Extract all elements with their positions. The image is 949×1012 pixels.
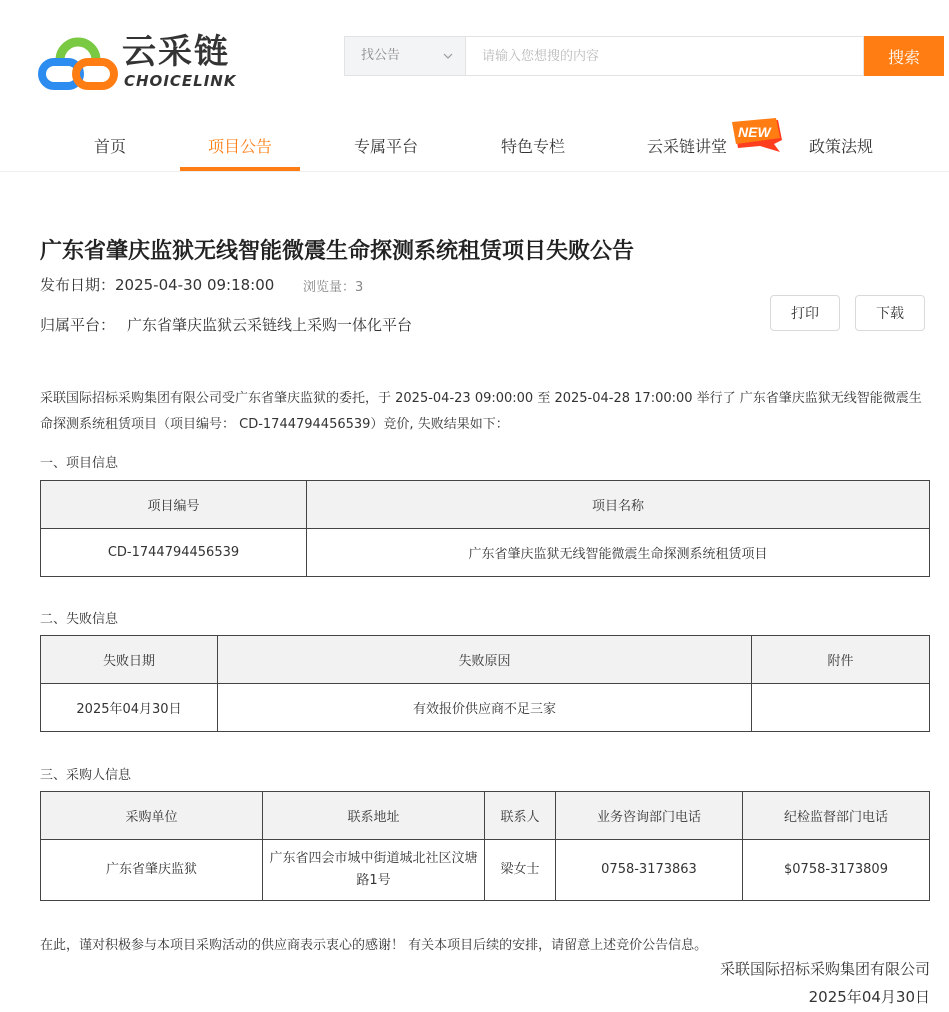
nav-item-project-notices[interactable]: 项目公告 [208,137,273,156]
table-header: 纪检监督部门电话 [743,792,930,840]
platform-name: 广东省肇庆监狱云采链线上采购一体化平台 [127,316,413,334]
chevron-down-icon [443,51,453,61]
section-failure-info-heading: 二、失败信息 [40,612,119,627]
table-cell: 广东省四会市城中街道城北社区汶塘路1号 [263,840,485,901]
failure-info-table [40,635,930,732]
table-header: 业务咨询部门电话 [556,792,743,840]
table-header-row [41,481,930,529]
purchaser-info-table [40,791,930,901]
print-button[interactable]: 打印 [770,295,840,331]
search-button[interactable]: 搜索 [864,36,944,76]
table-header: 项目名称 [307,481,930,529]
nav-item-featured-column[interactable]: 特色专栏 [501,137,566,156]
nav-item-exclusive-platform[interactable]: 专属平台 [354,137,419,156]
search-category-label: 找公告 [361,48,401,63]
table-header: 附件 [752,636,930,684]
table-row [41,529,930,577]
platform-info [40,314,412,335]
download-button[interactable]: 下载 [855,295,925,331]
main-nav [0,120,949,172]
new-badge-icon [730,118,784,154]
nav-active-underline [180,167,300,171]
table-header: 联系地址 [263,792,485,840]
table-header: 项目编号 [41,481,307,529]
table-cell: 梁女士 [485,840,556,901]
table-cell: CD-1744794456539 [41,529,307,577]
view-count: 浏览量：3 [303,280,364,295]
table-cell: 有效报价供应商不足三家 [218,684,752,732]
project-info-table [40,480,930,577]
table-row [41,684,930,732]
search-category-select[interactable] [344,36,465,76]
table-header: 失败日期 [41,636,218,684]
section-purchaser-info-heading: 三、采购人信息 [40,768,132,783]
table-header: 联系人 [485,792,556,840]
nav-item-home[interactable]: 首页 [94,137,127,156]
nav-item-lecture-hall[interactable]: 云采链讲堂 [647,137,728,156]
table-header: 采购单位 [41,792,263,840]
search-bar [344,36,944,76]
search-input[interactable] [465,36,864,76]
new-badge-label: NEW [738,124,771,140]
attachment-cell [752,684,930,732]
table-cell: 广东省肇庆监狱无线智能微震生命探测系统租赁项目 [307,529,930,577]
table-cell: 2025年04月30日 [41,684,218,732]
intro-paragraph: 采联国际招标采购集团有限公司受广东省肇庆监狱的委托，于 2025-04-23 09:00:00 至 2025-04-28 17:00:00 举行了 广东省肇庆监狱无线智能微震生命探测系统租赁项目（项目编号： CD-1744794456539）竞价, 失败结果如下： [40,391,922,432]
brand-name-cn: 云采链 [122,32,230,72]
table-header-row [41,636,930,684]
table-header: 失败原因 [218,636,752,684]
brand-name-en: CHOICELINK [124,72,237,90]
page-title: 广东省肇庆监狱无线智能微震生命探测系统租赁项目失败公告 [40,239,635,264]
table-cell: $0758-3173809 [743,840,930,901]
brand-logo[interactable] [38,28,253,94]
signature-date: 2025年04月30日 [808,988,930,1006]
table-cell: 0758-3173863 [556,840,743,901]
signature-org: 采联国际招标采购集团有限公司 [719,960,930,978]
platform-label: 归属平台： [40,316,116,334]
table-cell: 广东省肇庆监狱 [41,840,263,901]
section-project-info-heading: 一、项目信息 [40,456,119,471]
publish-date: 发布日期：2025-04-30 09:18:00 [40,276,275,294]
choicelink-logo-icon [38,30,118,94]
table-row [41,840,930,901]
closing-text: 在此，谨对积极参与本项目采购活动的供应商表示衷心的感谢！ 有关本项目后续的安排，请留意上述竞价公告信息。 [40,938,708,953]
table-header-row [41,792,930,840]
nav-item-policies[interactable]: 政策法规 [809,137,874,156]
